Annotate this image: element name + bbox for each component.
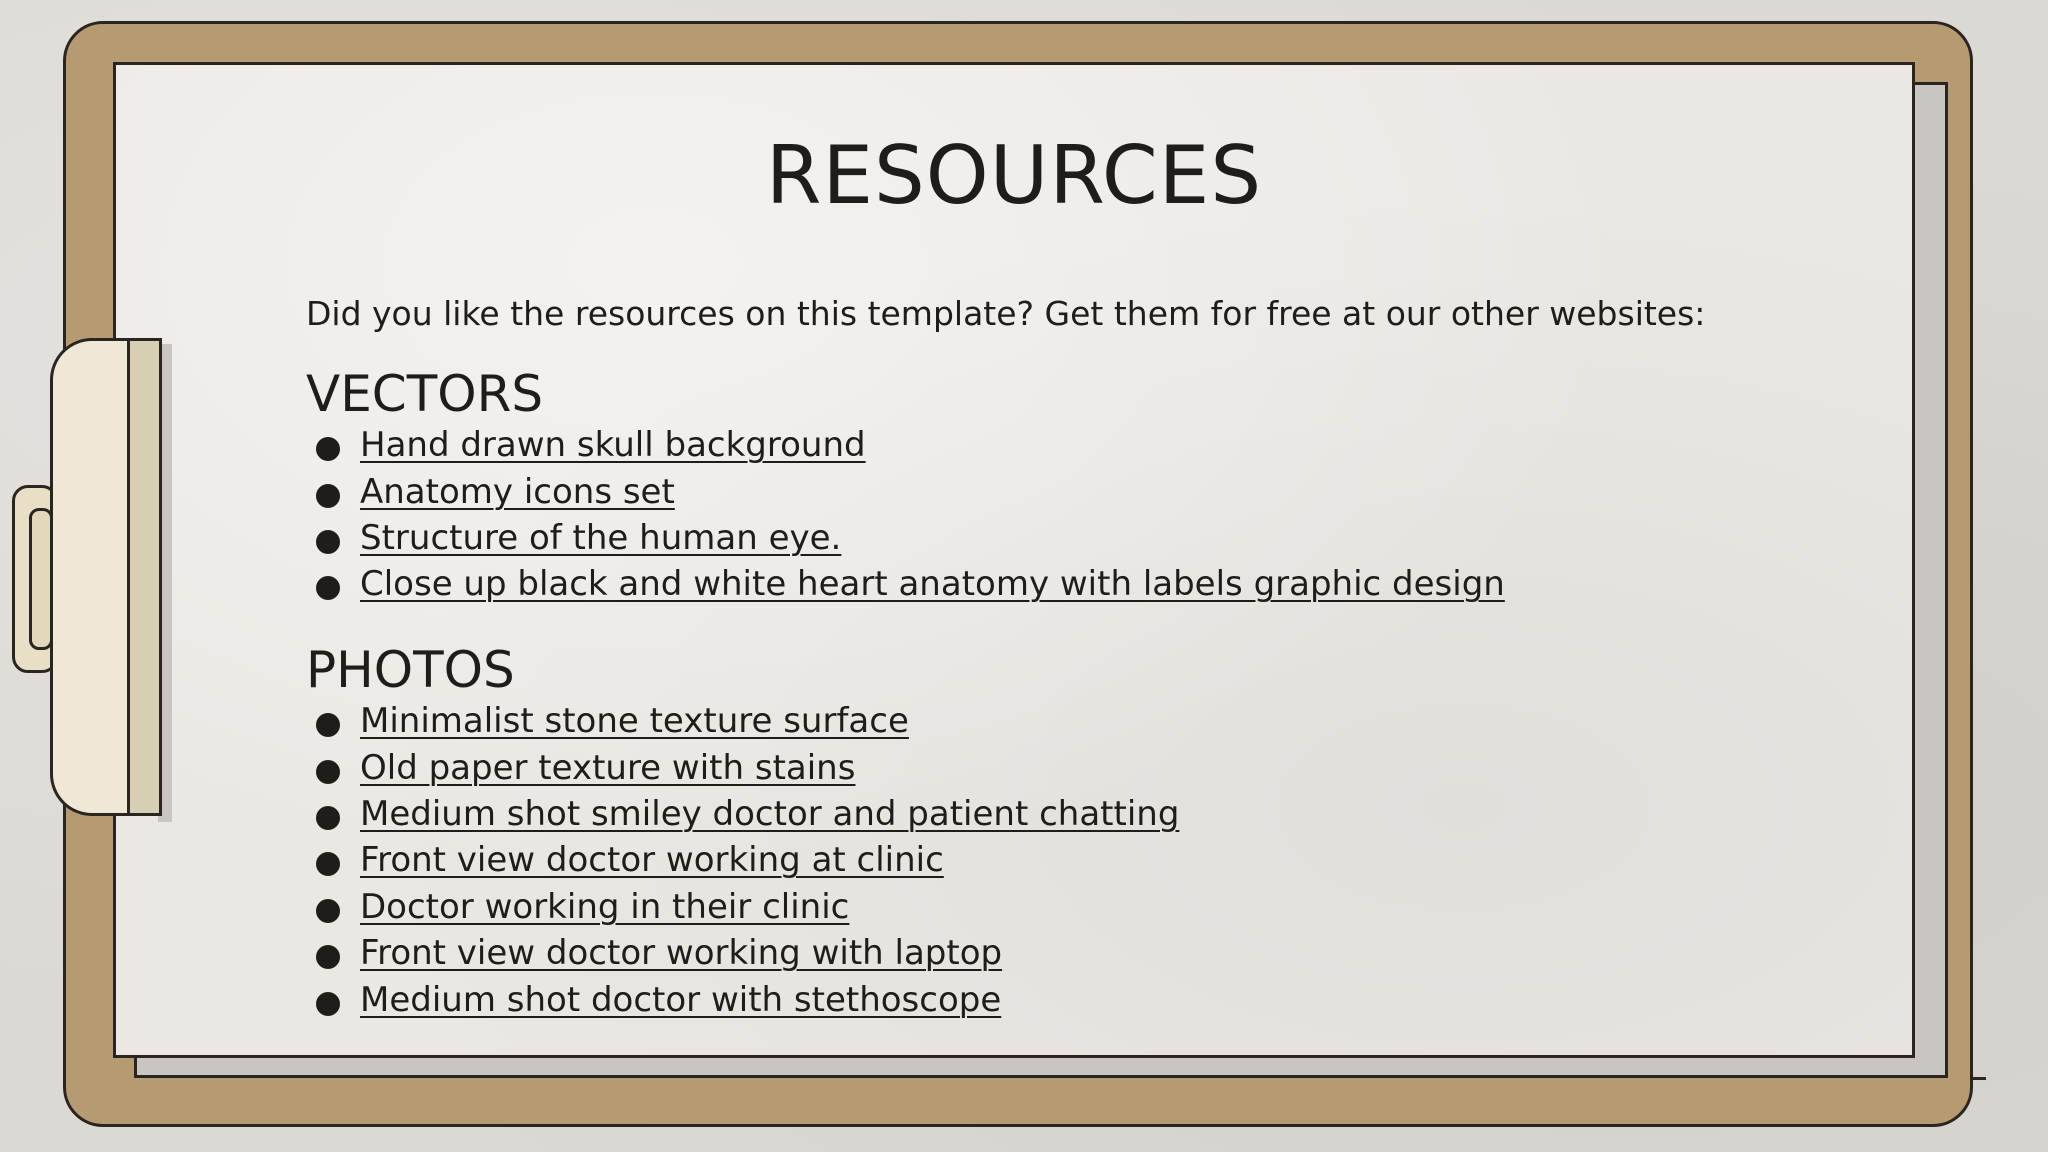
list-item (306, 930, 1179, 976)
bullet-icon (316, 484, 340, 508)
list-item (306, 422, 1505, 468)
list-item (306, 561, 1505, 607)
resource-link[interactable]: Front view doctor working at clinic (360, 840, 944, 881)
resource-link[interactable]: Hand drawn skull background (360, 425, 866, 466)
list-item (306, 791, 1179, 837)
list-item (306, 698, 1179, 744)
board-edge-mark (1972, 1077, 1986, 1080)
photos-link-list (306, 698, 1179, 1023)
list-item (306, 744, 1179, 790)
resource-link[interactable]: Anatomy icons set (360, 471, 675, 512)
resource-link[interactable]: Close up black and white heart anatomy with labels graphic design (360, 564, 1505, 605)
bullet-icon (316, 437, 340, 461)
vectors-heading: VECTORS (306, 365, 544, 423)
list-item (306, 515, 1505, 561)
list-item (306, 468, 1505, 514)
bullet-icon (316, 806, 340, 830)
bullet-icon (316, 945, 340, 969)
bullet-icon (316, 576, 340, 600)
bullet-icon (316, 760, 340, 784)
bullet-icon (316, 713, 340, 737)
resource-link[interactable]: Doctor working in their clinic (360, 886, 850, 927)
clipboard-clip (50, 338, 162, 816)
page-title: RESOURCES (765, 129, 1263, 222)
bullet-icon (316, 852, 340, 876)
list-item (306, 837, 1179, 883)
resource-link[interactable]: Old paper texture with stains (360, 747, 856, 788)
list-item (306, 884, 1179, 930)
resource-link[interactable]: Front view doctor working with laptop (360, 933, 1003, 974)
list-item (306, 976, 1179, 1022)
vectors-link-list (306, 422, 1505, 608)
photos-heading: PHOTOS (306, 641, 515, 699)
resource-link[interactable]: Structure of the human eye. (360, 517, 842, 558)
resource-link[interactable]: Minimalist stone texture surface (360, 701, 909, 742)
resource-link[interactable]: Medium shot smiley doctor and patient chatting (360, 793, 1180, 834)
resource-link[interactable]: Medium shot doctor with stethoscope (360, 979, 1002, 1020)
bullet-icon (316, 899, 340, 923)
bullet-icon (316, 992, 340, 1016)
intro-text: Did you like the resources on this template? Get them for free at our other websites: (306, 294, 1706, 333)
bullet-icon (316, 530, 340, 554)
